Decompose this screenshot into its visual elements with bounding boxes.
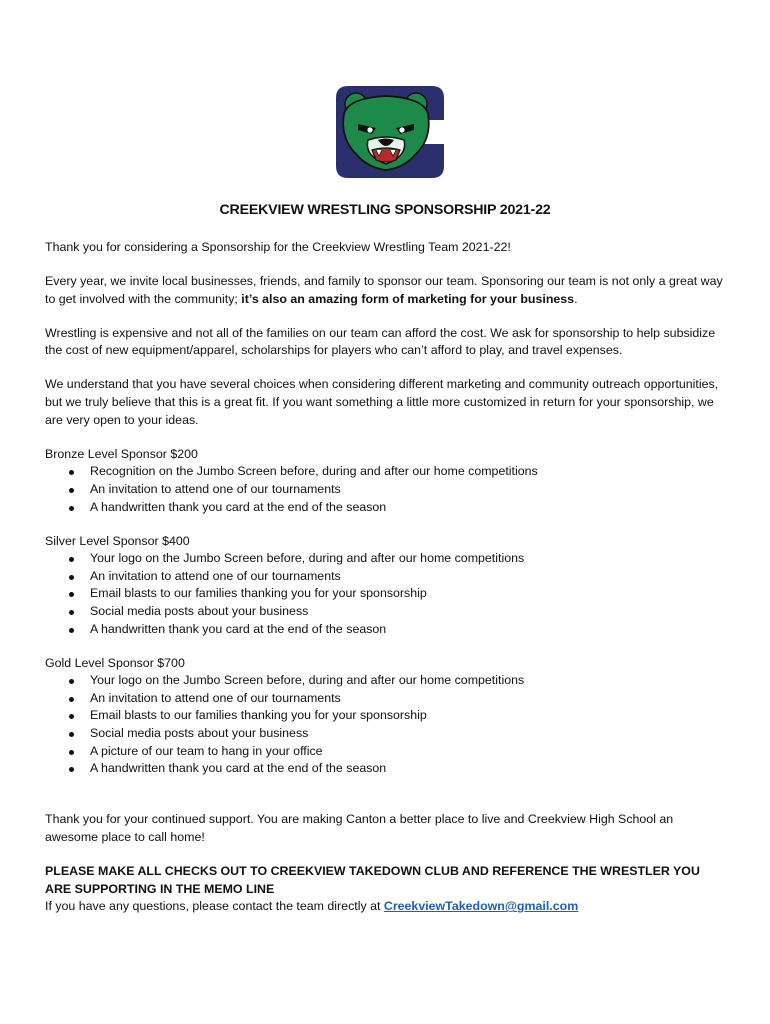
list-item: Your logo on the Jumbo Screen before, during and after our home competitions	[90, 550, 725, 568]
every-year-text: Every year, we invite local businesses, friends, and family to sponsor our team. Sponsoring our team is not only a great way to get involved with the community;	[45, 274, 723, 306]
tier-silver	[45, 533, 725, 639]
tier-title: Gold Level Sponsor $700	[45, 655, 185, 670]
list-item: An invitation to attend one of our tournaments	[90, 568, 725, 586]
closing-support: Thank you for your continued support. You are making Canton a better place to live and Creekview High School an awesome place to call home!	[45, 812, 674, 844]
tier-title: Silver Level Sponsor $400	[45, 533, 190, 548]
letter-body	[45, 239, 725, 916]
list-item: Social media posts about your business	[90, 603, 725, 621]
email-link[interactable]: CreekviewTakedown@gmail.com	[383, 899, 579, 914]
tier-benefit-list	[45, 672, 725, 778]
list-item: Your logo on the Jumbo Screen before, during and after our home competitions	[90, 672, 725, 690]
list-item: A handwritten thank you card at the end of the season	[90, 499, 725, 517]
every-year-bold: it’s also an amazing form of marketing for your business	[241, 291, 575, 306]
intro-thanks: Thank you for considering a Sponsorship for the Creekview Wrestling Team 2021-22!	[45, 240, 511, 254]
contact-line	[45, 898, 725, 916]
tier-benefit-list	[45, 550, 725, 638]
tier-bronze	[45, 446, 725, 516]
page-title: CREEKVIEW WRESTLING SPONSORSHIP 2021-22	[219, 202, 551, 218]
tier-gold	[45, 655, 725, 778]
list-item: Email blasts to our families thanking you for your sponsorship	[90, 707, 725, 725]
list-item: A handwritten thank you card at the end of the season	[90, 760, 725, 778]
spacer	[45, 794, 725, 811]
contact-text: If you have any questions, please contact the team directly at	[45, 899, 384, 914]
list-item: A picture of our team to hang in your office	[90, 743, 725, 761]
tier-benefit-list	[45, 463, 725, 516]
list-item: Social media posts about your business	[90, 725, 725, 743]
intro-every-year	[45, 273, 725, 308]
list-item: A handwritten thank you card at the end of the season	[90, 621, 725, 639]
list-item: Email blasts to our families thanking you for your sponsorship	[90, 585, 725, 603]
every-year-end: .	[574, 291, 578, 306]
list-item: An invitation to attend one of our tournaments	[90, 481, 725, 499]
list-item: Recognition on the Jumbo Screen before, during and after our home competitions	[90, 463, 725, 481]
intro-choices: We understand that you have several choices when considering different marketing and community outreach opportunities, but we truly believe that this is a great fit. If you want something a little more customized in return for your sponsorship, we are very open to your ideas.	[45, 377, 719, 427]
tier-title: Bronze Level Sponsor $200	[45, 446, 198, 461]
creekview-bear-c-logo-icon	[328, 84, 446, 180]
list-item: An invitation to attend one of our tournaments	[90, 690, 725, 708]
intro-expensive: Wrestling is expensive and not all of the families on our team can afford the cost. We ask for sponsorship to help subsidize the cost of new equipment/apparel, scholarships for players who can’t afford to play, and travel expenses.	[45, 325, 716, 358]
checks-notice: PLEASE MAKE ALL CHECKS OUT TO CREEKVIEW TAKEDOWN CLUB AND REFERENCE THE WRESTLER YOU ARE SUPPORTING IN THE MEMO LINE	[45, 864, 700, 896]
